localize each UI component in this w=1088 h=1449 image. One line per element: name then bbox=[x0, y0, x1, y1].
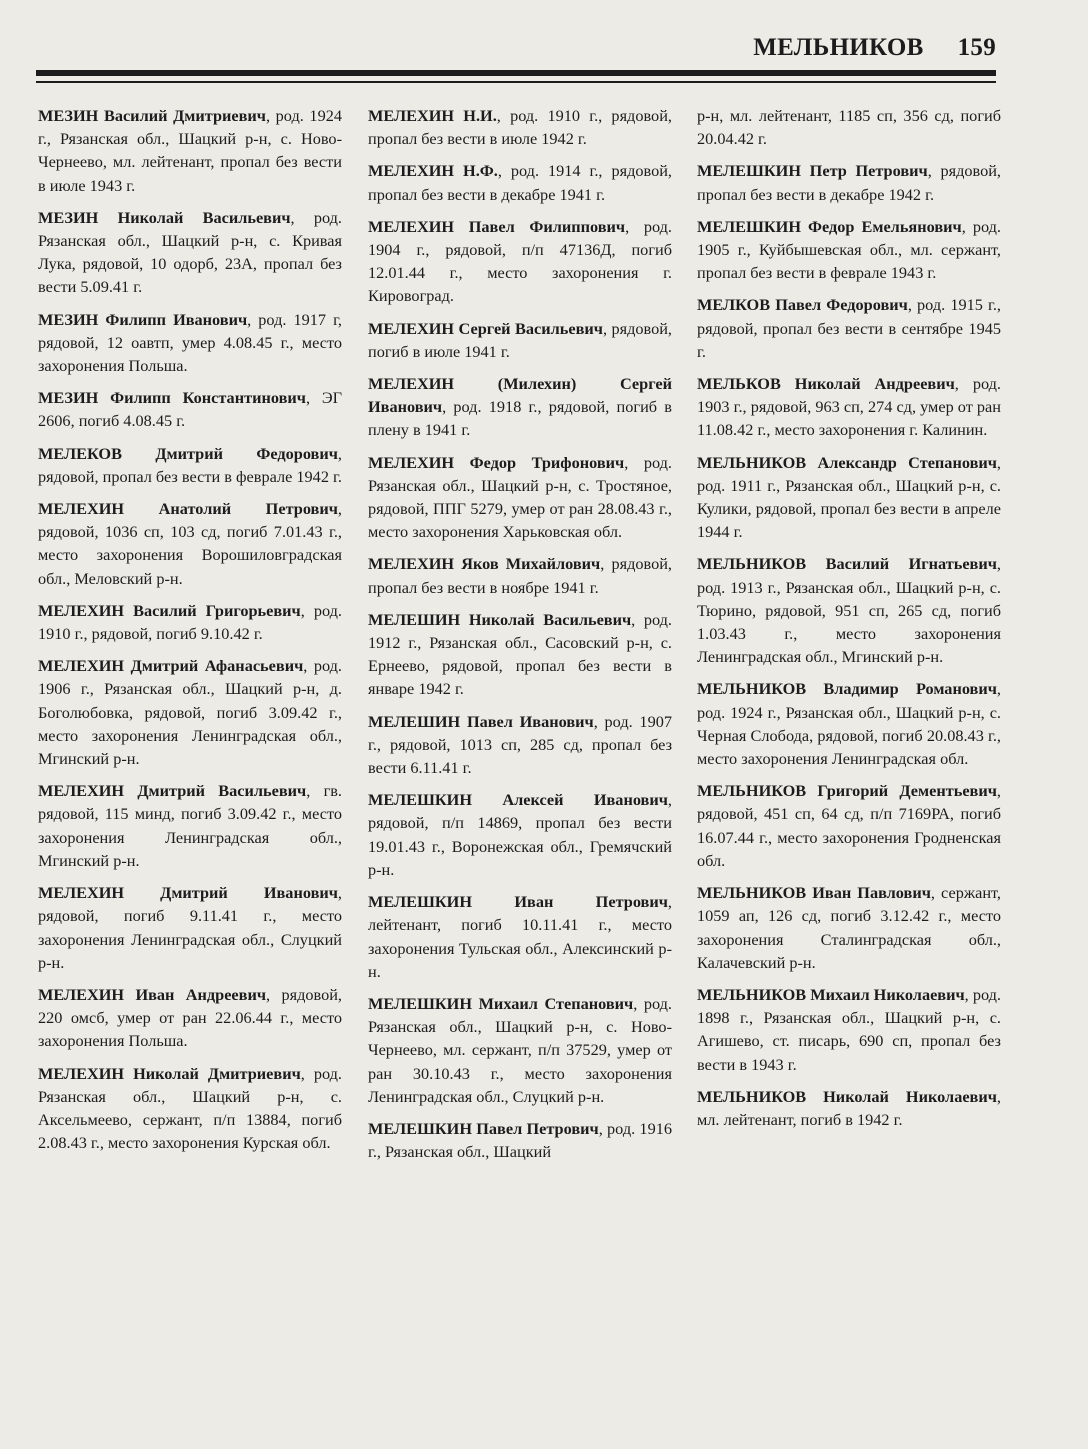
entry-text: , род. 1924 г., Рязанская обл., Шацкий р-н, с. Черная Слобода, рядовой, погиб 20.08.43 г., место захоронения Ленинградская обл. bbox=[697, 679, 1001, 769]
entry-text: , род. 1906 г., Рязанская обл., Шацкий р-н, д. Боголюбовка, рядовой, погиб 3.09.42 г., место захоронения Ленинградская обл., Мгинский р-н. bbox=[38, 656, 342, 769]
entry-text: , род. 1910 г., рядовой, погиб 9.10.42 г. bbox=[38, 600, 342, 644]
entry-name: МЕЛЕХИН Н.И. bbox=[368, 106, 497, 125]
entry-text: , род. 1917 г, рядовой, 12 оавтп, умер 4.08.45 г., место захоронения Польша. bbox=[38, 309, 343, 376]
entry bbox=[38, 104, 342, 197]
entry-text: , рядовой, погиб 9.11.41 г., место захоронения Ленинградская обл., Слуцкий р-н. bbox=[38, 883, 342, 972]
entry bbox=[697, 779, 1001, 872]
entry-name: МЕЛЕШКИН Петр Петрович bbox=[697, 161, 928, 181]
column-2 bbox=[368, 104, 672, 1172]
entry-text: , род. 1918 г., рядовой, погиб в плену в 1941 г. bbox=[368, 397, 672, 440]
entry-name: МЕЛЕХИН Иван Андреевич bbox=[38, 984, 267, 1004]
entry-name: МЕЛЕХИН Павел Филиппович bbox=[368, 216, 626, 236]
entry bbox=[38, 599, 342, 645]
entry-name: МЕЛЬНИКОВ Александр Степанович bbox=[697, 452, 997, 472]
entry bbox=[38, 442, 342, 488]
entry bbox=[697, 1085, 1001, 1131]
entry bbox=[368, 890, 672, 983]
entry-text: , род. Рязанская обл., Шацкий р-н, с. Ново-Чернеево, мл. сержант, п/п 37529, умер от ран 30.10.43 г., место захоронения Ленинградская обл., Слуцкий р-н. bbox=[368, 993, 673, 1106]
page-number: 159 bbox=[957, 34, 996, 61]
entry bbox=[38, 1062, 342, 1155]
entry bbox=[368, 159, 672, 205]
entry bbox=[697, 677, 1001, 770]
entry-text: , рядовой, пропал без вести в феврале 1942 г. bbox=[38, 443, 342, 486]
entry bbox=[38, 881, 342, 974]
entry bbox=[38, 497, 342, 590]
entry-name: МЕЛЬКОВ Николай Андреевич bbox=[697, 374, 955, 394]
entry bbox=[697, 372, 1001, 442]
entry-text: , род. Рязанская обл., Шацкий р-н, с. Кривая Лука, рядовой, 10 одорб, 23А, пропал без вести 5.09.41 г. bbox=[38, 207, 342, 297]
entry-text: , род. 1904 г., рядовой, п/п 47136Д, погиб 12.01.44 г., место захоронения г. Кировоград. bbox=[368, 216, 673, 306]
entry bbox=[368, 317, 672, 363]
entry bbox=[368, 1117, 672, 1163]
entry bbox=[368, 608, 672, 701]
entry bbox=[697, 215, 1001, 285]
entry bbox=[368, 552, 672, 598]
entry-text: , рядовой, 451 сп, 64 сд, п/п 7169РА, погиб 16.07.44 г., место захоронения Гродненская обл. bbox=[697, 781, 1001, 870]
entry-name: МЕЛЬНИКОВ Михаил Николаевич bbox=[697, 984, 965, 1004]
entry bbox=[697, 104, 1001, 150]
entry-text: , род. Рязанская обл., Шацкий р-н, с. Аксельмеево, сержант, п/п 13884, погиб 2.08.43 г., место захоронения Курская обл. bbox=[38, 1063, 342, 1153]
entry-name: МЕЛЬНИКОВ Василий Игнатьевич bbox=[697, 554, 997, 574]
entry-name: МЕЛЕШКИН Павел Петрович bbox=[368, 1118, 599, 1138]
entry-text: , род. 1912 г., Рязанская обл., Сасовский р-н, с. Ернеево, рядовой, пропал без вести в январе 1942 г. bbox=[368, 609, 672, 699]
entry-name: МЕЛЬНИКОВ Владимир Романович bbox=[697, 679, 997, 699]
entry-name: МЕЛКОВ Павел Федорович bbox=[697, 295, 908, 315]
entry-text: , ЭГ 2606, погиб 4.08.45 г. bbox=[38, 388, 342, 431]
entry-text: , рядовой, погиб в июле 1941 г. bbox=[368, 318, 673, 361]
entry bbox=[697, 881, 1001, 974]
entry-text: , род. 1916 г., Рязанская обл., Шацкий bbox=[368, 1118, 672, 1162]
entry bbox=[697, 159, 1001, 205]
entry-name: МЕЗИН Филипп Иванович bbox=[38, 309, 248, 329]
entry bbox=[697, 293, 1001, 363]
entry-name: МЕЛЕХИН Василий Григорьевич bbox=[38, 600, 301, 620]
running-head-surname: МЕЛЬНИКОВ bbox=[753, 34, 924, 61]
entry-text: , мл. лейтенант, погиб в 1942 г. bbox=[697, 1086, 1001, 1129]
entry-name: МЕЛЕШКИН Михаил Степанович bbox=[368, 993, 634, 1013]
entry bbox=[368, 992, 672, 1108]
entry-name: МЕЛЕХИН Дмитрий Васильевич bbox=[38, 781, 307, 801]
entry-text: , род. 1907 г., рядовой, 1013 сп, 285 сд, пропал без вести 6.11.41 г. bbox=[368, 711, 672, 778]
entry-name: МЕЛЕШИН Павел Иванович bbox=[368, 711, 594, 731]
entry bbox=[38, 308, 342, 378]
entry-text: , рядовой, 1036 сп, 103 сд, погиб 7.01.43 г., место захоронения Ворошиловградская обл., Меловский р-н. bbox=[38, 499, 342, 588]
entry bbox=[368, 372, 672, 442]
entry bbox=[38, 983, 342, 1053]
entry-text: , род. 1905 г., Куйбышевская обл., мл. сержант, пропал без вести в феврале 1943 г. bbox=[697, 216, 1001, 283]
entry-text: , род. 1913 г., Рязанская обл., Шацкий р-н, с. Тюрино, рядовой, 951 сп, 265 сд, погиб 1.03.43 г., место захоронения Ленинградская обл., Мгинский р-н. bbox=[697, 554, 1001, 667]
entry-name: МЕЛЬНИКОВ Николай Николаевич bbox=[697, 1086, 997, 1106]
entry-name: МЕЗИН Филипп Константинович bbox=[38, 388, 306, 408]
column-3 bbox=[697, 104, 1001, 1140]
entry bbox=[368, 104, 672, 150]
entry-name: МЕЛЕШКИН Алексей Иванович bbox=[368, 790, 668, 810]
entry-name: МЕЗИН Николай Васильевич bbox=[38, 207, 291, 227]
entry-text: , сержант, 1059 ап, 126 сд, погиб 3.12.42 г., место захоронения Сталинградская обл., Калачевский р-н. bbox=[697, 883, 1001, 972]
entry-name: МЕЛЕХИН Дмитрий Афанасьевич bbox=[38, 656, 304, 676]
column-1 bbox=[38, 104, 342, 1163]
entry bbox=[368, 451, 672, 544]
entry bbox=[368, 788, 672, 881]
entry-name: МЕЛЕХИН Николай Дмитриевич bbox=[38, 1063, 301, 1083]
entry-text: р-н, мл. лейтенант, 1185 сп, 356 сд, погиб 20.04.42 г. bbox=[697, 106, 1001, 149]
entry-name: МЕЛЕХИН Анатолий Петрович bbox=[38, 499, 338, 519]
entry-name: МЕЛЕХИН Яков Михайлович bbox=[368, 554, 601, 574]
entry-name: МЕЛЕШКИН Иван Петрович bbox=[368, 892, 668, 912]
entry-name: МЕЛЬНИКОВ Григорий Дементьевич bbox=[697, 781, 997, 801]
entry bbox=[697, 451, 1001, 544]
entry-name: МЕЛЕШИН Николай Васильевич bbox=[368, 609, 632, 629]
entry bbox=[38, 779, 342, 872]
entry-text: , род. 1910 г., рядовой, пропал без вести в июле 1942 г. bbox=[368, 106, 672, 149]
entry-text: , гв. рядовой, 115 минд, погиб 3.09.42 г., место захоронения Ленинградская обл., Мгинский р-н. bbox=[38, 781, 342, 870]
entry-text: , рядовой, пропал без вести в декабре 1942 г. bbox=[697, 161, 1002, 204]
entry-text: , рядовой, п/п 14869, пропал без вести 19.01.43 г., Воронежская обл., Гремячский р-н. bbox=[368, 790, 672, 879]
entry-text: , род. 1924 г., Рязанская обл., Шацкий р-н, с. Ново-Чернеево, мл. лейтенант, пропал без вести в июле 1943 г. bbox=[38, 106, 342, 195]
header-rule-thick bbox=[36, 70, 996, 76]
entry-text: , рядовой, 220 омсб, умер от ран 22.06.44 г., место захоронения Польша. bbox=[38, 984, 342, 1051]
entry bbox=[38, 206, 342, 299]
running-header bbox=[36, 22, 996, 62]
header-rule-thin bbox=[36, 81, 996, 83]
entry-text: , рядовой, пропал без вести в ноябре 1941 г. bbox=[368, 554, 672, 597]
entry bbox=[38, 386, 342, 432]
entry-name: МЕЛЕШКИН Федор Емельянович bbox=[697, 216, 962, 236]
entry-name: МЕЛЕХИН Н.Ф. bbox=[368, 161, 498, 181]
entry-text: , род. 1903 г., рядовой, 963 сп, 274 сд, умер от ран 11.08.42 г., место захоронения г. Калинин. bbox=[697, 374, 1001, 440]
entry-name: МЕЛЬНИКОВ Иван Павлович bbox=[697, 883, 931, 903]
entry-name: МЕЛЕХИН (Милехин) Сергей Иванович bbox=[368, 374, 672, 417]
entry bbox=[697, 552, 1001, 668]
entry-text: , лейтенант, погиб 10.11.41 г., место захоронения Тульская обл., Алексинский р-н. bbox=[368, 892, 672, 981]
entry-text: , род. 1915 г., рядовой, пропал без вести в сентябре 1945 г. bbox=[697, 295, 1001, 361]
entry-name: МЕЛЕХИН Сергей Васильевич bbox=[368, 318, 603, 338]
entry-name: МЕЛЕХИН Дмитрий Иванович bbox=[38, 883, 338, 903]
entry bbox=[697, 983, 1001, 1076]
entry bbox=[38, 654, 342, 770]
entry bbox=[368, 710, 672, 780]
entry bbox=[368, 215, 672, 308]
entry-text: , род. 1914 г., рядовой, пропал без вести в декабре 1941 г. bbox=[368, 161, 672, 204]
entry-text: , род. 1911 г., Рязанская обл., Шацкий р-н, с. Кулики, рядовой, пропал без вести в апреле 1944 г. bbox=[697, 452, 1001, 542]
entry-text: , род. Рязанская обл., Шацкий р-н, с. Тростяное, рядовой, ППГ 5279, умер от ран 28.08.43 г., место захоронения Харьковская обл. bbox=[368, 452, 672, 542]
entry-name: МЕЗИН Василий Дмитриевич bbox=[38, 106, 266, 125]
entry-name: МЕЛЕХИН Федор Трифонович bbox=[368, 452, 625, 472]
entry-text: , род. 1898 г., Рязанская обл., Шацкий р-н, с. Агишево, ст. писарь, 690 сп, пропал без вести в 1943 г. bbox=[697, 984, 1001, 1074]
entry-name: МЕЛЕКОВ Дмитрий Федорович bbox=[38, 443, 338, 463]
